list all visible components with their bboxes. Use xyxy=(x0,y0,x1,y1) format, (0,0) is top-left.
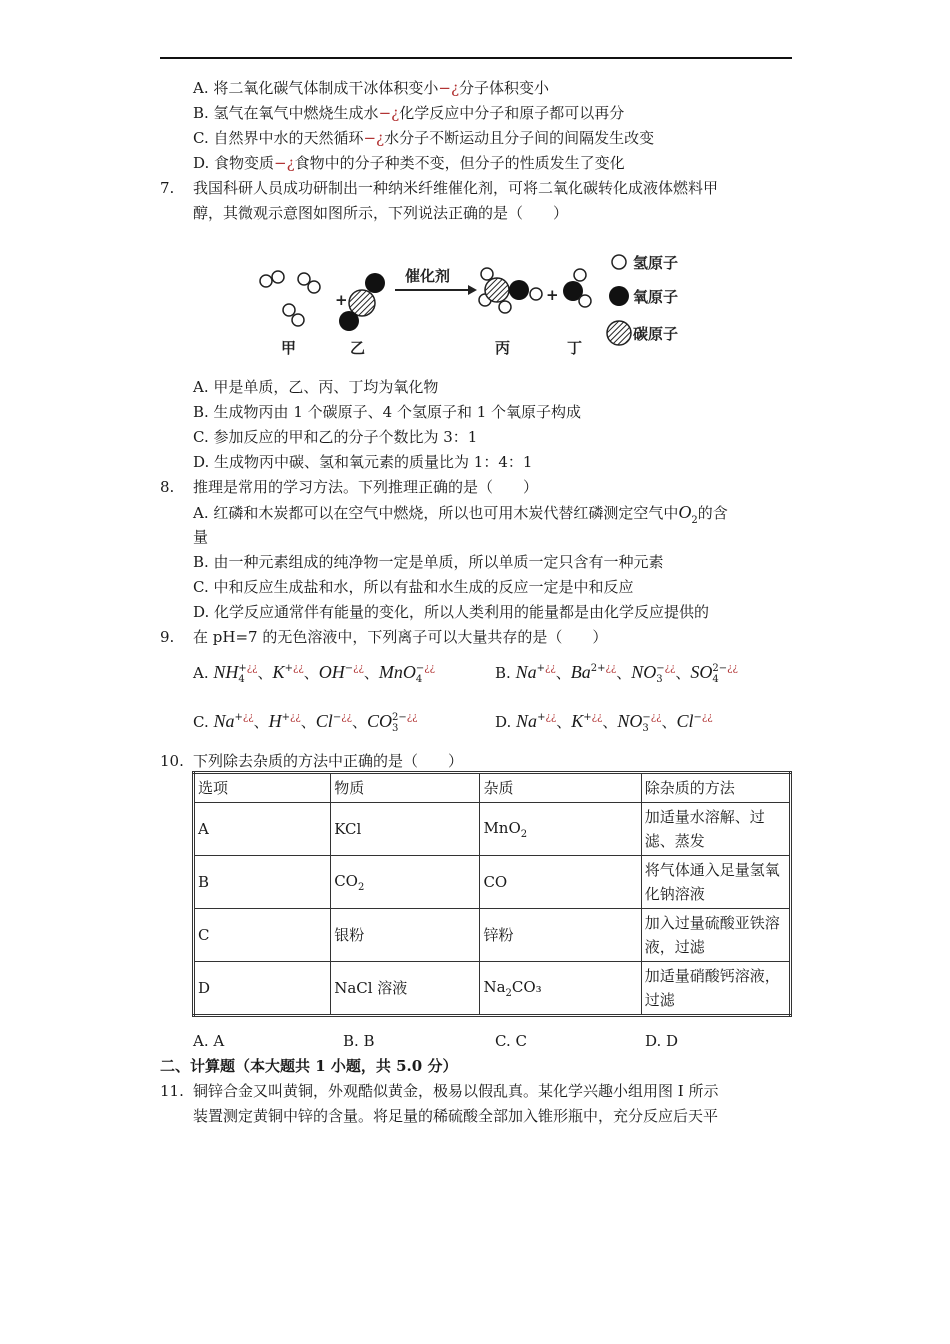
q7-stem-line2: 醇，其微观示意图如图所示，下列说法正确的是（ ） xyxy=(193,204,569,222)
ion-charge-value: − xyxy=(656,663,665,674)
q6-option-c-text: C. 自然界中水的天然循环 xyxy=(193,129,364,147)
ion-charge-mark: ¿¿ xyxy=(290,712,301,723)
ion-formula xyxy=(316,713,352,731)
ion-base: NH xyxy=(213,662,239,682)
ion-charge xyxy=(591,663,616,674)
q9-option-b xyxy=(495,662,738,685)
q10-number: 10. xyxy=(160,752,184,770)
ion-charge-value: + xyxy=(583,712,592,723)
ion-formula xyxy=(213,662,258,685)
ion-charge xyxy=(642,712,661,723)
cell-method: 加适量硝酸钙溶液，过滤 xyxy=(641,962,790,1016)
ion-base: K xyxy=(571,711,584,731)
diagram-legend xyxy=(607,254,678,345)
ion-charge-stack xyxy=(712,663,737,685)
cell-option: D xyxy=(194,962,331,1016)
ion-formula xyxy=(571,713,602,731)
q9-stem: 在 pH=7 的无色溶液中，下列离子可以大量共存的是（ ） xyxy=(193,628,608,646)
ion-subscript xyxy=(583,723,602,734)
product-bing-molecule xyxy=(479,268,542,313)
ion-charge-stack xyxy=(238,663,257,685)
impurity-formula: Na xyxy=(483,977,506,996)
section-heading-mid: 小题，共 xyxy=(325,1057,397,1075)
legend-carbon: 碳原子 xyxy=(633,325,679,343)
ion-formula xyxy=(631,662,676,685)
cell-impurity xyxy=(480,803,641,856)
q6-option-d xyxy=(193,153,625,173)
header-option: 选项 xyxy=(194,773,331,803)
ion-charge-mark: ¿¿ xyxy=(424,663,435,674)
ion-separator: 、 xyxy=(363,664,379,682)
label-ding: 丁 xyxy=(567,339,583,357)
q10-stem: 下列除去杂质的方法中正确的是（ ） xyxy=(193,752,464,770)
impurity-subscript: 2 xyxy=(505,987,512,999)
ion-charge-mark: ¿¿ xyxy=(544,663,556,674)
ion-charge-stack xyxy=(642,712,661,734)
ion-separator: 、 xyxy=(303,664,319,682)
ion-charge xyxy=(712,663,737,674)
q6-option-d-tail: 食物中的分子种类不变，但分子的性质发生了变化 xyxy=(294,154,625,172)
section-heading-count: 1 xyxy=(315,1057,326,1075)
ion-charge-value: + xyxy=(281,712,291,723)
ion-base: Na xyxy=(515,662,537,682)
ion-charge xyxy=(285,663,304,674)
ion-formula xyxy=(273,664,304,682)
ion-charge-stack xyxy=(583,712,602,734)
header-impurity: 杂质 xyxy=(480,773,641,803)
ion-formula xyxy=(378,662,435,685)
ion-charge-stack xyxy=(333,712,352,734)
ion-base: SO xyxy=(690,662,713,682)
q10-table xyxy=(192,771,792,1017)
q9-option-b-label: B. xyxy=(495,664,511,682)
ion-charge-mark: ¿¿ xyxy=(341,712,352,723)
ion-charge-stack xyxy=(345,663,364,685)
section-2-heading xyxy=(160,1056,457,1076)
ion-subscript xyxy=(591,674,616,685)
ion-base: Na xyxy=(213,711,235,731)
q6-option-d-text: D. 食物变质 xyxy=(193,154,275,172)
plus-sign-1: + xyxy=(335,291,348,309)
ion-charge-value: − xyxy=(693,712,702,723)
ion-charge-stack xyxy=(537,712,556,734)
ion-charge-value: 2− xyxy=(391,712,407,723)
substance-formula: CO xyxy=(334,871,358,890)
ion-separator: 、 xyxy=(300,713,316,731)
ion-charge-value: + xyxy=(537,712,546,723)
ion-charge-stack xyxy=(537,663,556,685)
q7-number: 7. xyxy=(160,179,175,197)
header-substance: 物质 xyxy=(331,773,480,803)
label-bing: 丙 xyxy=(495,339,511,357)
ion-base: Cl xyxy=(315,711,333,731)
ion-subscript: 3 xyxy=(642,723,649,734)
cell-option: B xyxy=(194,856,331,909)
q9-option-d-ions xyxy=(516,711,713,734)
ion-charge-mark: ¿¿ xyxy=(406,712,418,723)
ion-charge-stack xyxy=(235,712,254,734)
ion-charge-value: 2− xyxy=(712,663,728,674)
cell-substance xyxy=(331,856,480,909)
q7-option-a: A. 甲是单质，乙、丙、丁均为氧化物 xyxy=(193,378,439,396)
plus-sign-2: + xyxy=(546,286,559,304)
ion-charge-value: + xyxy=(536,663,545,674)
ion-charge-mark: ¿¿ xyxy=(591,712,603,723)
ion-charge-mark: ¿¿ xyxy=(664,663,676,674)
q9-option-b-ions xyxy=(515,662,738,685)
ion-charge xyxy=(235,712,254,723)
section-heading-score: 5.0 xyxy=(396,1057,423,1075)
q7-option-d: D. 生成物丙中碳、氢和氧元素的质量比为 1：4：1 xyxy=(193,453,533,471)
cell-substance: 银粉 xyxy=(331,909,480,962)
q9-option-d xyxy=(495,711,713,734)
ion-base: Na xyxy=(516,711,538,731)
ion-formula xyxy=(617,711,662,734)
ion-subscript xyxy=(537,674,556,685)
label-yi: 乙 xyxy=(350,339,366,357)
ion-charge-value: − xyxy=(344,663,354,674)
q6-option-d-mark: −¿ xyxy=(274,154,295,172)
impurity-subscript: 2 xyxy=(520,828,528,840)
section-heading-tail: 分） xyxy=(422,1057,458,1075)
ion-subscript: 3 xyxy=(656,674,663,685)
q10-answer-a: A. A xyxy=(193,1032,225,1050)
ion-charge-mark: ¿¿ xyxy=(727,663,738,674)
ion-formula xyxy=(516,664,556,682)
ion-charge-mark: ¿¿ xyxy=(701,712,713,723)
q6-option-a-mark: −¿ xyxy=(438,79,459,97)
ion-charge-stack xyxy=(416,663,435,685)
table-row xyxy=(194,909,791,962)
ion-charge xyxy=(282,712,301,723)
q8-option-a-line2: 量 xyxy=(193,528,209,546)
q10-answer-c: C. C xyxy=(495,1032,527,1050)
q6-option-a xyxy=(193,78,549,98)
cell-option: C xyxy=(194,909,331,962)
ion-charge xyxy=(656,663,675,674)
q6-option-b-text: B. 氢气在氧气中燃烧生成水 xyxy=(193,104,379,122)
ion-charge-value: − xyxy=(415,663,425,674)
ion-base: Cl xyxy=(676,711,694,731)
ion-formula xyxy=(516,713,556,731)
cell-method: 加入过量硫酸亚铁溶液，过滤 xyxy=(641,909,790,962)
q8-option-a-text: A. 红磷和木炭都可以在空气中燃烧，所以也可用木炭代替红磷测定空气中 xyxy=(193,504,679,522)
q8-number: 8. xyxy=(160,478,175,496)
ion-subscript xyxy=(282,723,301,734)
cell-method: 将气体通入足量氢氧化钠溶液 xyxy=(641,856,790,909)
cell-impurity xyxy=(480,962,641,1016)
q9-option-c-label: C. xyxy=(193,713,209,731)
reactant-jia-molecules xyxy=(260,271,320,326)
ion-charge-mark: ¿¿ xyxy=(242,712,254,723)
q8-stem: 推理是常用的学习方法。下列推理正确的是（ ） xyxy=(193,478,539,496)
cell-substance: KCl xyxy=(331,803,480,856)
cell-substance: NaCl 溶液 xyxy=(331,962,480,1016)
table-row xyxy=(194,962,791,1016)
q8-formula-sub: 2 xyxy=(691,515,698,526)
product-ding-molecule xyxy=(563,269,591,307)
ion-subscript: 4 xyxy=(238,674,245,685)
ion-subscript xyxy=(333,723,352,734)
q11-line2: 装置测定黄铜中锌的含量。将足量的稀硫酸全部加入锥形瓶中，充分反应后天平 xyxy=(193,1107,719,1125)
reaction-arrow xyxy=(395,267,477,295)
q8-formula-o2: O xyxy=(678,502,692,522)
ion-formula xyxy=(571,664,616,682)
q9-option-a-ions xyxy=(213,662,435,685)
q6-option-a-tail: 分子体积变小 xyxy=(459,79,550,97)
ion-separator: 、 xyxy=(351,713,367,731)
ion-separator: 、 xyxy=(602,713,618,731)
ion-charge xyxy=(238,663,257,674)
ion-charge-stack xyxy=(282,712,301,734)
ion-base: CO xyxy=(366,711,392,731)
ion-charge-value: + xyxy=(238,663,247,674)
ion-formula xyxy=(366,711,418,734)
q9-option-c xyxy=(193,711,417,734)
q9-option-a xyxy=(193,662,435,685)
legend-oxygen: 氧原子 xyxy=(633,288,679,306)
cell-impurity: 锌粉 xyxy=(480,909,641,962)
q6-option-b-mark: −¿ xyxy=(378,104,400,122)
q8-option-b: B. 由一种元素组成的纯净物一定是单质，所以单质一定只含有一种元素 xyxy=(193,553,664,571)
ion-separator: 、 xyxy=(616,664,632,682)
q11-number: 11. xyxy=(160,1082,184,1100)
q9-option-c-ions xyxy=(213,711,418,734)
ion-subscript: 4 xyxy=(712,674,719,685)
ion-charge-mark: ¿¿ xyxy=(545,712,557,723)
table-header-row xyxy=(194,773,791,803)
ion-base: H xyxy=(268,711,282,731)
q9-option-d-label: D. xyxy=(495,713,512,731)
top-rule xyxy=(160,57,792,59)
ion-subscript: 3 xyxy=(391,723,399,734)
q6-option-c-tail: 水分子不断运动且分子间的间隔发生改变 xyxy=(384,129,655,147)
catalyst-label: 催化剂 xyxy=(405,267,451,285)
ion-base: MnO xyxy=(378,662,416,682)
ion-subscript xyxy=(537,723,556,734)
q6-option-b-tail: 化学反应中分子和原子都可以再分 xyxy=(399,104,625,122)
ion-charge xyxy=(583,712,602,723)
cell-impurity: CO xyxy=(480,856,641,909)
ion-formula xyxy=(319,664,364,682)
q6-option-c xyxy=(193,128,654,148)
ion-subscript xyxy=(345,674,364,685)
ion-separator: 、 xyxy=(661,713,677,731)
ion-charge-stack xyxy=(694,712,713,734)
q7-stem-line1: 我国科研人员成功研制出一种纳米纤维催化剂，可将二氧化碳转化成液体燃料甲 xyxy=(193,179,719,197)
ion-charge-value: − xyxy=(642,712,651,723)
ion-charge-stack xyxy=(591,663,616,685)
ion-subscript: 4 xyxy=(415,674,423,685)
cell-option: A xyxy=(194,803,331,856)
q9-number: 9. xyxy=(160,628,175,646)
ion-charge xyxy=(392,712,417,723)
q8-option-a-tail: 的含 xyxy=(697,504,728,522)
cell-method: 加适量水溶解、过滤、蒸发 xyxy=(641,803,790,856)
ion-charge xyxy=(345,663,364,674)
ion-separator: 、 xyxy=(675,664,691,682)
ion-charge xyxy=(537,712,556,723)
q6-option-a-text: A. 将二氧化碳气体制成干冰体积变小 xyxy=(193,79,439,97)
ion-charge-value: + xyxy=(284,663,293,674)
q6-option-b xyxy=(193,103,624,123)
q8-option-d: D. 化学反应通常伴有能量的变化，所以人类利用的能量都是由化学反应提供的 xyxy=(193,603,710,621)
ion-formula xyxy=(269,713,301,731)
ion-base: Ba xyxy=(570,662,591,682)
ion-separator: 、 xyxy=(556,713,572,731)
ion-charge-stack xyxy=(656,663,675,685)
ion-charge-value: 2+ xyxy=(590,663,606,674)
q6-option-c-mark: −¿ xyxy=(363,129,385,147)
header-method: 除杂质的方法 xyxy=(641,773,790,803)
q8-option-a xyxy=(193,502,728,526)
legend-hydrogen: 氢原子 xyxy=(633,254,679,272)
impurity-tail: CO₃ xyxy=(511,977,542,996)
impurity-formula: MnO xyxy=(483,818,521,837)
q7-molecule-diagram xyxy=(255,243,695,363)
q10-answer-d: D. D xyxy=(645,1032,679,1050)
ion-charge-value: − xyxy=(332,712,342,723)
ion-charge-stack xyxy=(392,712,417,734)
ion-charge-mark: ¿¿ xyxy=(353,663,364,674)
ion-separator: 、 xyxy=(257,664,273,682)
ion-subscript xyxy=(235,723,254,734)
ion-charge xyxy=(537,663,556,674)
substance-subscript: 2 xyxy=(357,881,365,893)
ion-charge-mark: ¿¿ xyxy=(650,712,662,723)
section-heading-text: 二、计算题（本大题共 xyxy=(160,1057,316,1075)
q7-option-b: B. 生成物丙由 1 个碳原子、4 个氢原子和 1 个氧原子构成 xyxy=(193,403,582,421)
ion-charge-mark: ¿¿ xyxy=(246,663,258,674)
ion-formula xyxy=(677,713,713,731)
ion-base: NO xyxy=(631,662,657,682)
ion-formula xyxy=(214,713,254,731)
q10-answer-b: B. B xyxy=(343,1032,375,1050)
ion-charge-value: + xyxy=(234,712,243,723)
ion-charge xyxy=(694,712,713,723)
q7-option-c: C. 参加反应的甲和乙的分子个数比为 3：1 xyxy=(193,428,478,446)
q11-line1: 铜锌合金又叫黄铜，外观酷似黄金，极易以假乱真。某化学兴趣小组用图 I 所示 xyxy=(193,1082,719,1100)
ion-charge xyxy=(333,712,352,723)
ion-separator: 、 xyxy=(253,713,269,731)
ion-charge xyxy=(416,663,435,674)
ion-base: NO xyxy=(617,711,643,731)
ion-formula xyxy=(690,662,738,685)
ion-base: K xyxy=(272,662,285,682)
ion-subscript xyxy=(694,723,713,734)
q9-option-a-label: A. xyxy=(193,664,209,682)
ion-separator: 、 xyxy=(555,664,571,682)
ion-charge-stack xyxy=(285,663,304,685)
table-row xyxy=(194,856,791,909)
ion-charge-mark: ¿¿ xyxy=(605,663,617,674)
q8-option-c: C. 中和反应生成盐和水，所以有盐和水生成的反应一定是中和反应 xyxy=(193,578,634,596)
ion-base: OH xyxy=(318,662,345,682)
ion-subscript xyxy=(285,674,304,685)
table-row xyxy=(194,803,791,856)
ion-charge-mark: ¿¿ xyxy=(292,663,304,674)
label-jia: 甲 xyxy=(281,339,297,357)
